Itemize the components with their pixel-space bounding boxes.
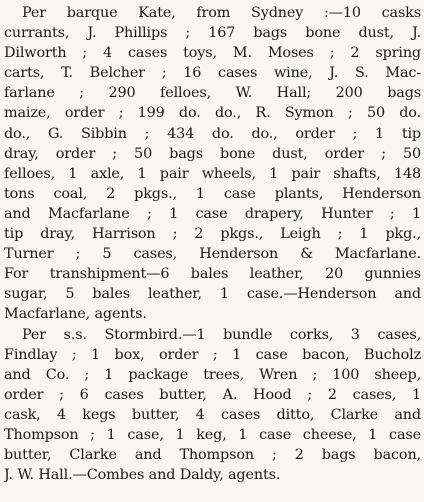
text-line: tons coal, 2 pkgs., 1 case plants, Henderson [4,185,421,202]
text-line: butter, Clarke and Thompson ; 2 bags bacon, [4,447,421,464]
paragraph-barque-kate [4,3,421,325]
text-line: sugar, 5 bales leather, 1 case.—Henderson and [4,286,421,303]
text-line: Findlay ; 1 box, order ; 1 case bacon, Bucholz [4,346,421,363]
text-line: do., G. Sibbin ; 434 do. do., order ; 1 tip [4,125,421,142]
text-line: Thompson ; 1 case, 1 keg, 1 case cheese, 1 case [4,426,421,443]
text-line: Turner ; 5 cases, Henderson & Macfarlane. [4,246,421,263]
text-line: For transhipment—6 bales leather, 20 gunnies [4,266,421,283]
text-line: Dilworth ; 4 cases toys, M. Moses ; 2 spring [4,45,421,62]
text-line: carts, T. Belcher ; 16 cases wine, J. S. Mac- [4,65,421,82]
text-line: order ; 6 cases butter, A. Hood ; 2 cases, 1 [4,386,421,403]
text-line: farlane ; 290 felloes, W. Hall; 200 bags [4,85,421,102]
text-line: felloes, 1 axle, 1 pair wheels, 1 pair shafts, 148 [4,165,421,182]
text-line: and Co. ; 1 package trees, Wren ; 100 sheep, [4,366,421,383]
text-line: Per s.s. Stormbird.—1 bundle corks, 3 cases, [22,326,421,343]
text-line: cask, 4 kegs butter, 4 cases ditto, Clarke and [4,406,421,423]
text-line: dray, order ; 50 bags bone dust, order ; 50 [4,145,421,162]
paragraph-stormbird [4,325,421,486]
text-line: Per barque Kate, from Sydney :—10 casks [22,5,421,21]
text-line: and Macfarlane ; 1 case drapery, Hunter ; 1 [4,205,421,222]
text-line: J. W. Hall.—Combes and Daldy, agents. [4,467,281,484]
text-line: Macfarlane, agents. [4,306,147,323]
text-line: tip dray, Harrison ; 2 pkgs., Leigh ; 1 pkg., [4,226,421,243]
text-line: currants, J. Phillips ; 167 bags bone dust, J. [4,25,421,42]
text-line: maize, order ; 199 do. do., R. Symon ; 50 do. [4,105,421,122]
